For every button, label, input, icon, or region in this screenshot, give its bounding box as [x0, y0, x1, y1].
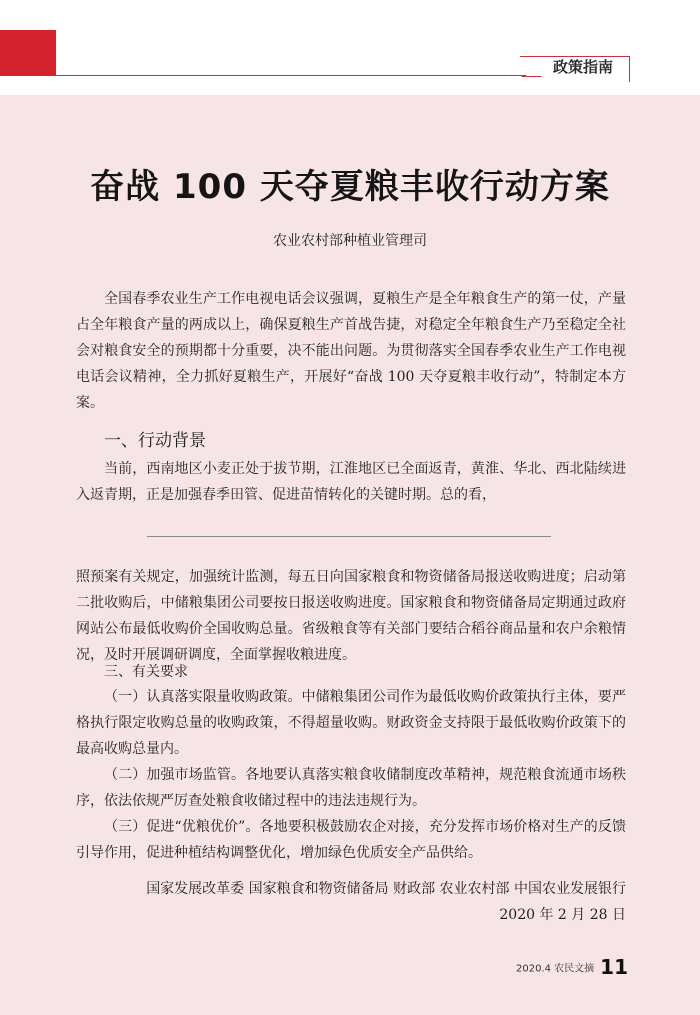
issue-date: 2020 年 2 月 28 日	[499, 907, 626, 923]
requirement-2: （二）加强市场监管。各地要认真落实粮食收储制度改革精神，规范粮食流通市场秩序，依法依规严厉查处粮食收储过程中的违法违规行为。	[76, 767, 626, 809]
intro-paragraph: 全国春季农业生产工作电视电话会议强调，夏粮生产是全年粮食生产的第一仗，产量占全年粮食产量的两成以上，确保夏粮生产首战告捷，对稳定全年粮食生产乃至稳定全社会对粮食安全的预期都十分重要，决不能出问题。为贯彻落实全国春季农业生产工作电视电话会议精神，全力抓好夏粮生产，开展好“奋战 100 天夺夏粮丰收行动”，特制定本方案。	[76, 291, 626, 411]
page-divider	[147, 536, 551, 537]
section-tag: 政策指南	[552, 58, 613, 76]
background-paragraph: 当前，西南地区小麦正处于拔节期，江淮地区已全面返青，黄淮、华北、西北陆续进入返青期，正是加强春季田管、促进苗情转化的关键时期。总的看，	[76, 461, 626, 503]
continued-paragraph: 照预案有关规定，加强统计监测，每五日向国家粮食和物资储备局报送收购进度；启动第二批收购后，中储粮集团公司要按日报送收购进度。国家粮食和物资储备局定期通过政府网站公布最低收购价全国收购总量。省级粮食等有关部门要结合稻谷商品量和农户余粮情况，及时开展调研调度，全面掌握收粮进度。	[76, 569, 626, 663]
magazine-issue: 2020.4 农民文摘	[515, 963, 595, 975]
page-footer	[480, 955, 628, 979]
issuing-agencies: 国家发展改革委 国家粮食和物资储备局 财政部 农业农村部 中国农业发展银行	[146, 881, 626, 897]
section-heading-requirements: 三、有关要求	[104, 664, 188, 680]
requirement-1: （一）认真落实限量收购政策。中储粮集团公司作为最低收购价政策执行主体，要严格执行限定收购总量的收购政策，不得超量收购。财政资金支持限于最低收购价政策下的最高收购总量内。	[76, 689, 626, 757]
header-rule	[56, 75, 526, 76]
section-heading-background: 一、行动背景	[104, 431, 206, 451]
article-author: 农业农村部种植业管理司	[273, 233, 427, 249]
article-title: 奋战 100 天夺夏粮丰收行动方案	[90, 167, 610, 207]
red-corner-tab	[0, 30, 56, 76]
requirement-3: （三）促进“优粮优价”。各地要积极鼓励农企对接，充分发挥市场价格对生产的反馈引导作用，促进种植结构调整优化，增加绿色优质安全产品供给。	[76, 819, 626, 861]
page-number: 11	[600, 955, 628, 979]
